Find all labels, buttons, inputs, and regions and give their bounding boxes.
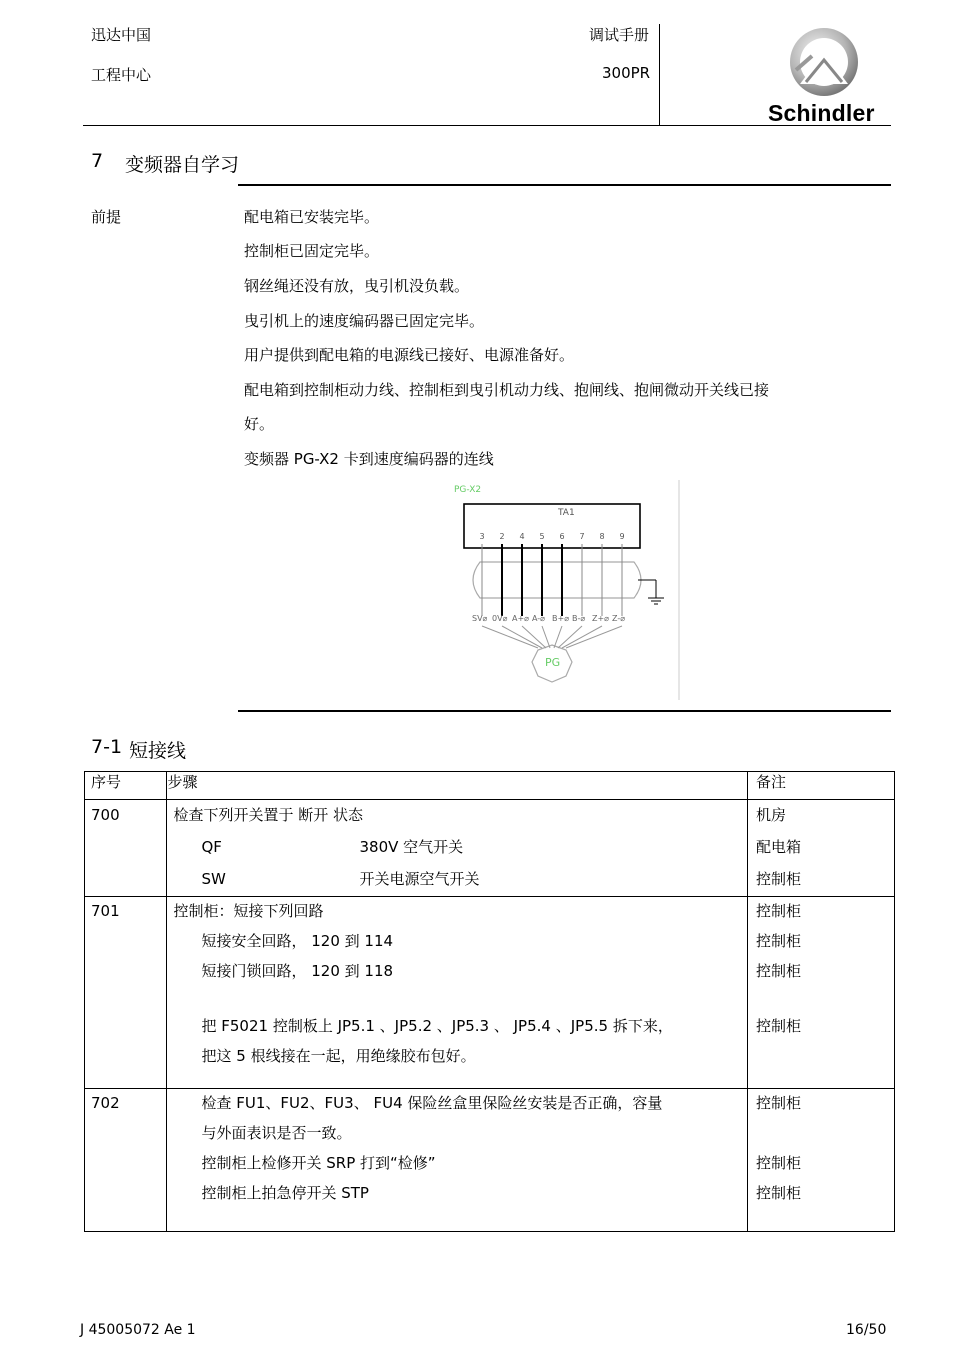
diagram-terminal-number: 8 [599, 532, 605, 541]
header-steps: 步骤 [167, 772, 747, 800]
diagram-terminal-number: 2 [499, 532, 505, 541]
row-steps [167, 800, 747, 897]
premise-line: 变频器 PG-X2 卡到速度编码器的连线 [244, 450, 494, 468]
note-line: 控制柜 [755, 1094, 801, 1112]
diagram-signal-label: A-⌀ [532, 614, 545, 623]
diagram-signal-label: A+⌀ [512, 614, 529, 623]
logo-wordmark: Schindler [768, 100, 875, 126]
step-line: 把这 5 根线接在一起，用绝缘胶布包好。 [201, 1047, 476, 1065]
header-divider [659, 24, 660, 125]
step-line: 控制柜上检修开关 SRP 打到“检修” [201, 1154, 436, 1172]
row-id [85, 800, 167, 897]
footer-doc-number: J 45005072 Ae 1 [80, 1322, 196, 1338]
header-notes: 备注 [747, 772, 894, 800]
diagram-encoder-lead [566, 626, 622, 648]
diagram-encoder-lead [558, 626, 582, 648]
premise-line: 配电箱已安装完毕。 [244, 208, 380, 226]
premise-line: 钢丝绳还没有放，曳引机没负载。 [244, 277, 470, 295]
note-line: 控制柜 [755, 902, 801, 920]
diagram-terminal-number: 7 [579, 532, 585, 541]
premise-line: 曳引机上的速度编码器已固定完毕。 [244, 312, 485, 330]
schindler-logo [766, 26, 890, 128]
row-id-text: 700 [91, 806, 120, 824]
row-id [85, 897, 167, 1089]
row-id-text: 701 [91, 902, 120, 920]
step-line [167, 990, 746, 1015]
note-line [756, 1122, 894, 1152]
diagram-encoder-lead [562, 626, 602, 648]
step-line: 短接门锁回路， 120 到 118 [201, 962, 394, 980]
subsection-number: 7-1 [91, 736, 123, 758]
step-line: 控制柜上拍急停开关 STP [201, 1184, 369, 1202]
steps-table [84, 771, 895, 1232]
row-notes [747, 1089, 894, 1232]
row-steps [167, 897, 747, 1089]
table-row [85, 800, 895, 897]
step-line: 检查 FU1、FU2、FU3、 FU4 保险丝盒里保险丝安装是否正确，容量 [201, 1094, 663, 1112]
header-department: 工程中心 [91, 66, 152, 84]
note-line: 控制柜 [755, 932, 801, 950]
note-line: 控制柜 [755, 1184, 801, 1202]
premise-line: 用户提供到配电箱的电源线已接好、电源准备好。 [244, 346, 575, 364]
premise-line: 好。 [244, 415, 275, 433]
row-steps [167, 1089, 747, 1232]
premise-label: 前提 [91, 208, 122, 226]
step-line: 把 F5021 控制板上 JP5.1 、JP5.2 、JP5.3 、 JP5.4 、JP5.5 拆下来， [201, 1017, 673, 1035]
premise-line: 配电箱到控制柜动力线、控制柜到曳引机动力线、抱闸线、抱闸微动开关线已接 [244, 381, 770, 399]
note-line: 机房 [755, 806, 786, 824]
footer-page-number: 16/50 [846, 1322, 887, 1338]
row-notes [747, 800, 894, 897]
premise-line: 控制柜已固定完毕。 [244, 242, 380, 260]
wiring-diagram [452, 480, 684, 700]
diagram-signal-label: 0V⌀ [492, 614, 508, 623]
section-title: 变频器自学习 [125, 154, 240, 176]
diagram-terminal-block: TA1 [558, 508, 575, 518]
row-id-text: 702 [91, 1094, 120, 1112]
diagram-signal-label: B+⌀ [552, 614, 570, 623]
step-code: SW [201, 870, 226, 888]
note-line: 控制柜 [755, 870, 801, 888]
note-line [756, 1045, 894, 1088]
note-line: 控制柜 [755, 962, 801, 980]
step-code: QF [201, 838, 222, 856]
step-line: 与外面表识是否一致。 [201, 1124, 352, 1142]
step-line: 短接安全回路， 120 到 114 [201, 932, 394, 950]
section-end-rule [238, 710, 891, 712]
diagram-board-label: PG-X2 [454, 485, 482, 495]
diagram-signal-label: SV⌀ [472, 614, 488, 623]
table-row [85, 897, 895, 1089]
section-number: 7 [91, 150, 104, 172]
header-model: 300PR [602, 64, 651, 82]
table-row [85, 1089, 895, 1232]
diagram-signal-label: B-⌀ [572, 614, 586, 623]
diagram-encoder-lead [542, 626, 550, 648]
diagram-encoder-label: PG [545, 656, 561, 669]
diagram-terminal-number: 4 [519, 532, 525, 541]
step-line [167, 836, 746, 868]
header-company: 迅达中国 [91, 26, 152, 44]
diagram-terminal-number: 3 [479, 532, 485, 541]
subsection-title: 短接线 [129, 740, 187, 762]
table-header-row [85, 772, 895, 800]
diagram-terminal-number: 6 [559, 532, 565, 541]
diagram-terminal-number: 5 [539, 532, 545, 541]
header-doc-type: 调试手册 [589, 26, 650, 44]
step-line: 控制柜：短接下列回路 [173, 902, 324, 920]
note-line [756, 990, 894, 1015]
diagram-encoder-lead [554, 626, 562, 648]
diagram-signal-label: Z+⌀ [592, 614, 609, 623]
row-id [85, 1089, 167, 1232]
step-desc: 380V 空气开关 [359, 838, 464, 856]
step-desc: 开关电源空气开关 [359, 870, 480, 888]
note-line: 配电箱 [755, 838, 801, 856]
diagram-signal-label: Z-⌀ [612, 614, 626, 623]
diagram-terminal-number: 9 [619, 532, 625, 541]
diagram-encoder-lead [482, 626, 538, 648]
section-rule [238, 184, 891, 186]
diagram-encoder-lead [522, 626, 546, 648]
step-line [167, 868, 746, 896]
header-rule [83, 125, 891, 126]
note-line: 控制柜 [755, 1017, 801, 1035]
step-line: 检查下列开关置于 断开 状态 [173, 806, 364, 824]
header-seq: 序号 [85, 772, 167, 800]
note-line: 控制柜 [755, 1154, 801, 1172]
row-notes [747, 897, 894, 1089]
diagram-encoder-lead [502, 626, 542, 648]
